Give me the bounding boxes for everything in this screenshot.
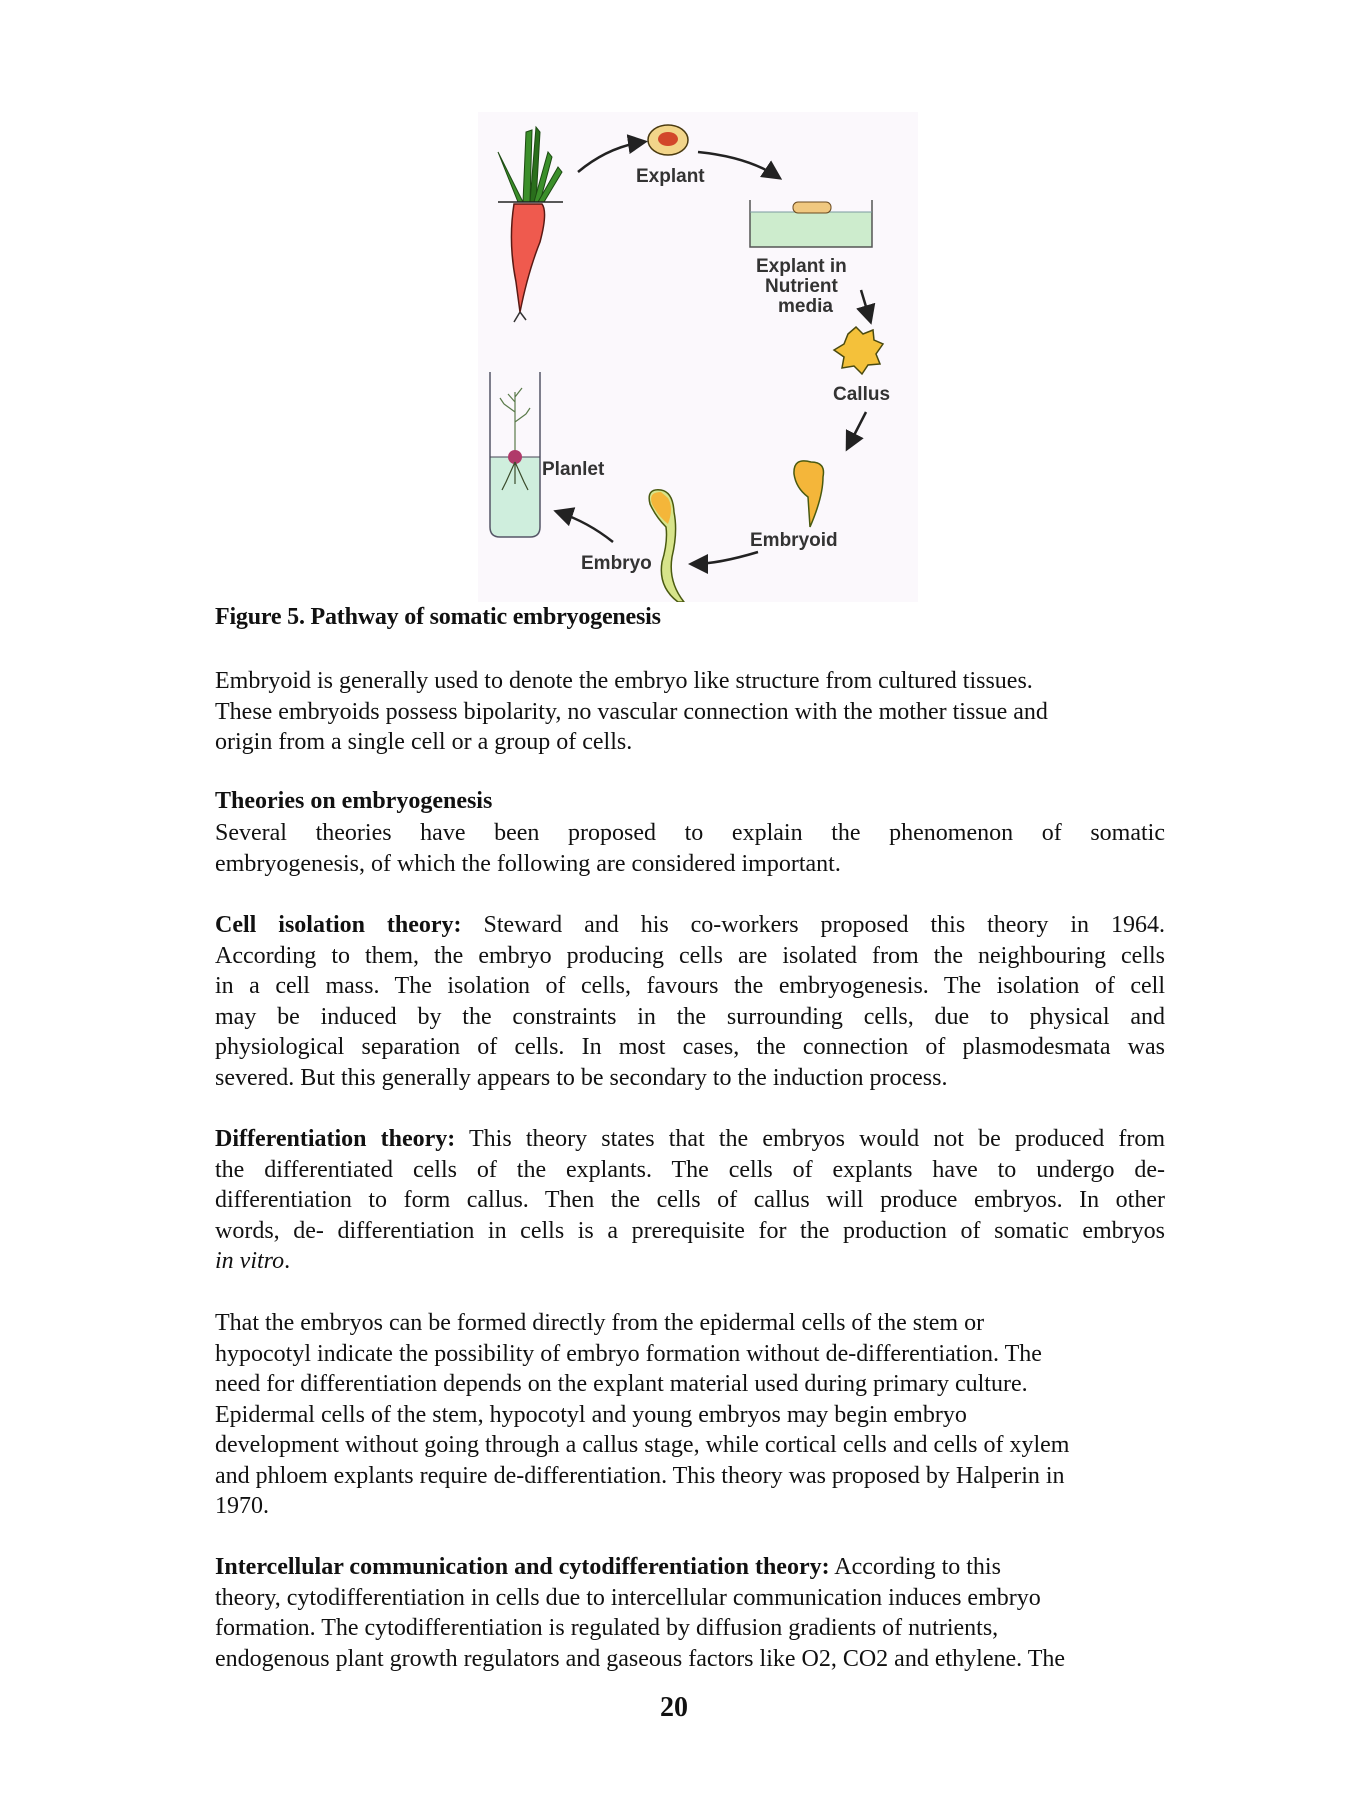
cell-isolation-title: Cell isolation theory: xyxy=(215,912,462,938)
text-line: may be induced by the constraints in the surrounding cells, due to physical and xyxy=(215,1003,1165,1030)
intercellular-paragraph xyxy=(215,1552,1165,1674)
text-line: the differentiated cells of the explants. The cells of explants have to undergo de- xyxy=(215,1156,1165,1183)
embryoid-definition-paragraph xyxy=(215,666,1165,758)
arrow-icon xyxy=(693,552,758,564)
text-line: endogenous plant growth regulators and gaseous factors like O2, CO2 and ethylene. The xyxy=(215,1645,1066,1672)
embryoid-icon xyxy=(794,461,824,527)
label-media: media xyxy=(778,296,833,317)
arrow-icon xyxy=(848,412,866,447)
callus-icon xyxy=(834,327,883,374)
text-line: words, de- differentiation in cells is a prerequisite for the production of somatic embryos xyxy=(215,1217,1165,1244)
epidermal-paragraph xyxy=(215,1308,1165,1522)
text-line: embryogenesis, of which the following are considered important. xyxy=(215,850,841,877)
label-planlet: Planlet xyxy=(542,459,605,480)
label-embryo: Embryo xyxy=(581,553,652,574)
text-line: physiological separation of cells. In most cases, the connection of plasmodesmata was xyxy=(215,1034,1165,1060)
text-line: 1970. xyxy=(215,1493,269,1519)
text-span: According to this xyxy=(829,1554,1001,1580)
cell-isolation-paragraph xyxy=(215,910,1165,1093)
differentiation-paragraph xyxy=(215,1124,1165,1277)
arrow-icon xyxy=(558,512,613,542)
text-line: theory, cytodifferentiation in cells due to intercellular communication induces embryo xyxy=(215,1584,1041,1611)
text-line: According to them, the embryo producing cells are isolated from the neighbouring cells xyxy=(215,942,1165,969)
text-span: This theory states that the embryos would not be produced from xyxy=(455,1126,1165,1152)
figure-caption: Figure 5. Pathway of somatic embryogenesis xyxy=(215,604,661,630)
label-embryoid: Embryoid xyxy=(750,530,838,551)
differentiation-title: Differentiation theory: xyxy=(215,1126,456,1152)
theories-heading: Theories on embryogenesis xyxy=(215,788,493,814)
text-line: need for differentiation depends on the explant material used during primary culture. xyxy=(215,1371,1028,1397)
arrow-icon xyxy=(861,290,870,320)
text-line: differentiation to form callus. Then the cells of callus will produce embryos. In other xyxy=(215,1187,1165,1213)
pathway-diagram xyxy=(478,112,918,602)
text-line: and phloem explants require de-differentiation. This theory was proposed by Halperin in xyxy=(215,1462,1065,1489)
text-line: That the embryos can be formed directly from the epidermal cells of the stem or xyxy=(215,1310,985,1336)
label-nutrient: Nutrient xyxy=(765,276,838,297)
text-line: Embryoid is generally used to denote the embryo like structure from cultured tissues. xyxy=(215,668,1033,694)
text-line: in a cell mass. The isolation of cells, favours the embryogenesis. The isolation of cell xyxy=(215,973,1165,999)
text-line xyxy=(215,910,1165,941)
text-line: formation. The cytodifferentiation is regulated by diffusion gradients of nutrients, xyxy=(215,1615,999,1641)
in-vitro-italic: in vitro xyxy=(215,1248,285,1274)
text-span: . xyxy=(284,1248,291,1274)
text-line: hypocotyl indicate the possibility of embryo formation without de-differentiation. The xyxy=(215,1340,1042,1367)
text-line xyxy=(215,1552,1165,1583)
text-line: These embryoids possess bipolarity, no vascular connection with the mother tissue and xyxy=(215,698,1048,725)
text-span: Steward and his co-workers proposed this theory in 1964. xyxy=(461,912,1165,938)
page-number: 20 xyxy=(660,1692,688,1723)
arrow-icon xyxy=(698,152,778,177)
label-callus: Callus xyxy=(833,384,891,405)
theories-intro-paragraph xyxy=(215,818,1165,879)
arrow-icon xyxy=(578,142,643,172)
explant-icon xyxy=(648,125,688,155)
text-line xyxy=(215,1246,1165,1277)
text-line: Epidermal cells of the stem, hypocotyl and young embryos may begin embryo xyxy=(215,1401,967,1428)
text-line xyxy=(215,1124,1165,1155)
label-explant-in: Explant in xyxy=(756,256,847,277)
text-line: severed. But this generally appears to be secondary to the induction process. xyxy=(215,1064,948,1091)
somatic-embryogenesis-figure xyxy=(478,112,918,602)
petri-dish-icon xyxy=(750,200,872,247)
carrot-icon xyxy=(498,127,563,322)
test-tube-planlet-icon xyxy=(490,372,540,537)
text-line: Several theories have been proposed to explain the phenomenon of somatic xyxy=(215,820,1165,846)
text-line: origin from a single cell or a group of cells. xyxy=(215,729,633,755)
intercellular-title: Intercellular communication and cytodifferentiation theory: xyxy=(215,1554,830,1580)
label-explant: Explant xyxy=(636,166,705,187)
text-line: development without going through a callus stage, while cortical cells and cells of xylem xyxy=(215,1432,1070,1458)
